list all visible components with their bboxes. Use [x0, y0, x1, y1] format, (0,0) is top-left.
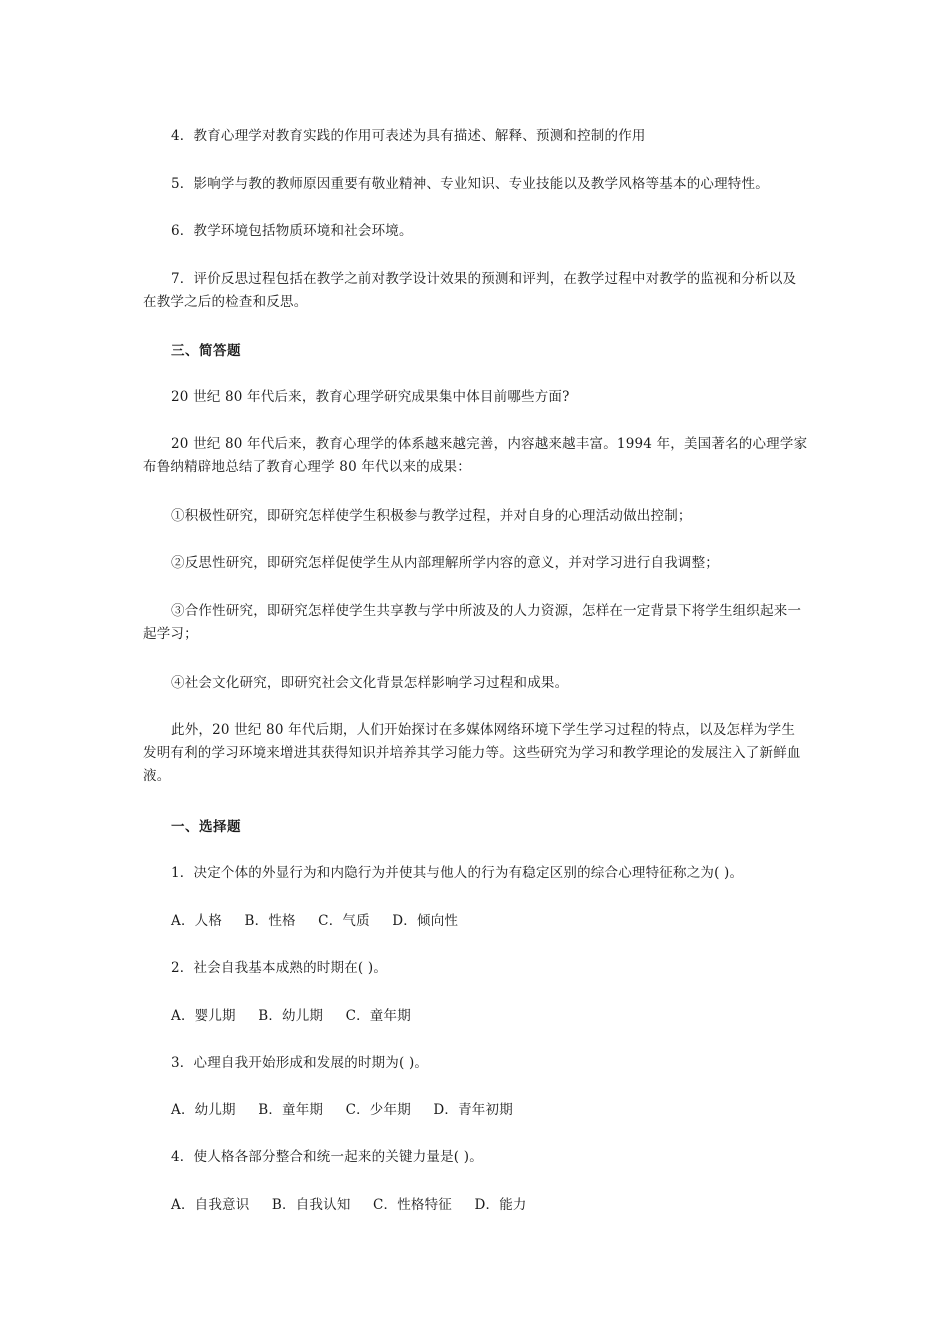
question-3-options: A．幼儿期 B．童年期 C．少年期 D．青年初期 — [171, 1102, 513, 1118]
short-answer-question: 20 世纪 80 年代后来，教育心理学研究成果集中体目前哪些方面? — [171, 389, 570, 405]
judgement-item-7: 7．评价反思过程包括在教学之前对教学设计效果的预测和评判，在教学过程中对教学的监视和分析以及在教学之后的检查和反思。 — [143, 271, 797, 310]
question-4: 4．使人格各部分整合和统一起来的关键力量是( )。 — [171, 1149, 483, 1165]
question-4-options: A．自我意识 B．自我认知 C．性格特征 D．能力 — [171, 1197, 527, 1213]
section-heading-short-answer: 三、简答题 — [171, 343, 241, 359]
short-answer-point-1: ①积极性研究，即研究怎样使学生积极参与教学过程，并对自身的心理活动做出控制； — [171, 508, 692, 524]
short-answer-point-3: ③合作性研究，即研究怎样使学生共享教与学中所波及的人力资源，怎样在一定背景下将学生组织起来一起学习； — [143, 603, 802, 642]
judgement-item-5: 5．影响学与教的教师原因重要有敬业精神、专业知识、专业技能以及教学风格等基本的心理特性。 — [171, 176, 769, 192]
short-answer-intro: 20 世纪 80 年代后来，教育心理学的体系越来越完善，内容越来越丰富。1994 年，美国著名的心理学家布鲁纳精辟地总结了教育心理学 80 年代以来的成果： — [143, 436, 808, 475]
short-answer-point-2: ②反思性研究，即研究怎样促使学生从内部理解所学内容的意义，并对学习进行自我调整； — [171, 555, 719, 571]
question-1-options: A．人格 B．性格 C．气质 D．倾向性 — [171, 913, 459, 929]
judgement-item-4: 4．教育心理学对教育实践的作用可表述为具有描述、解释、预测和控制的作用 — [171, 128, 646, 144]
section-heading-multiple-choice: 一、选择题 — [171, 819, 241, 835]
question-3: 3．心理自我开始形成和发展的时期为( )。 — [171, 1055, 429, 1071]
question-2: 2．社会自我基本成熟的时期在( )。 — [171, 960, 388, 976]
short-answer-conclusion: 此外，20 世纪 80 年代后期，人们开始探讨在多媒体网络环境下学生学习过程的特点，以及怎样为学生发明有利的学习环境来增进其获得知识并培养其学习能力等。这些研究为学习和教学理论的发展注入了新鲜血液。 — [143, 722, 801, 784]
short-answer-point-4: ④社会文化研究，即研究社会文化背景怎样影响学习过程和成果。 — [171, 675, 569, 691]
judgement-item-6: 6．教学环境包括物质环境和社会环境。 — [171, 223, 413, 239]
question-2-options: A．婴儿期 B．幼儿期 C．童年期 — [171, 1008, 411, 1024]
question-1: 1．决定个体的外显行为和内隐行为并使其与他人的行为有稳定区别的综合心理特征称之为( )。 — [171, 865, 744, 881]
